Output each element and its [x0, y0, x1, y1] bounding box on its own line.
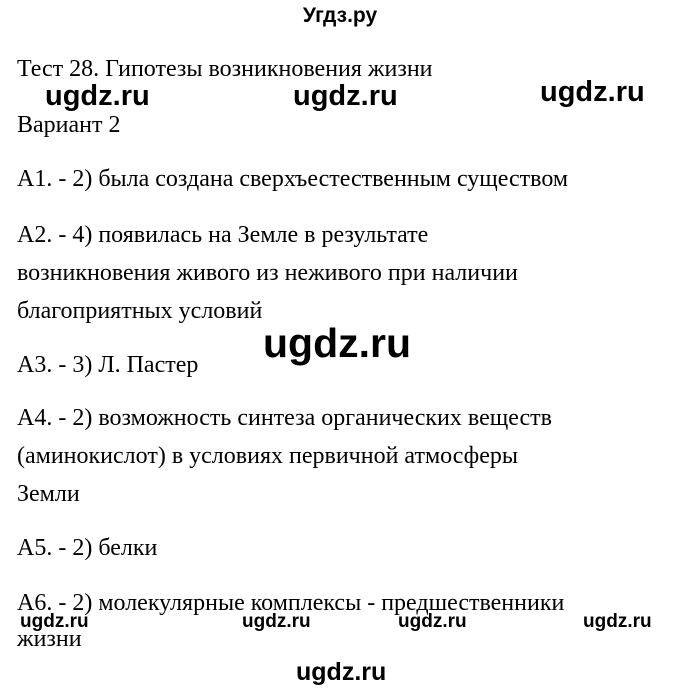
answer-a4-line-3: Земли	[17, 481, 80, 507]
answer-a4-line-2: (аминокислот) в условиях первичной атмосферы	[17, 443, 518, 469]
answer-a2-line-1: А2. - 4) появилась на Земле в результате	[17, 222, 429, 248]
answer-a2-line-3: благоприятных условий	[17, 298, 263, 324]
site-header: Угдз.ру	[302, 4, 378, 27]
watermark: ugdz.ru	[263, 320, 412, 366]
watermark: ugdz.ru	[242, 611, 311, 632]
watermark: ugdz.ru	[583, 611, 652, 632]
answer-a5-line-1: А5. - 2) белки	[17, 535, 158, 561]
answer-a4-line-1: А4. - 2) возможность синтеза органических веществ	[17, 405, 552, 431]
document-title: Тест 28. Гипотезы возникновения жизни	[17, 56, 433, 82]
watermark: ugdz.ru	[398, 611, 467, 632]
watermark: ugdz.ru	[45, 80, 150, 112]
answer-a6-line-2: жизни	[17, 626, 82, 652]
answer-a1-line-1: А1. - 2) была создана сверхъестественным существом	[17, 166, 569, 192]
answer-a6-line-1: А6. - 2) молекулярные комплексы - предшественники	[17, 590, 565, 616]
answer-a3-line-1: А3. - 3) Л. Пастер	[17, 352, 199, 378]
watermark: ugdz.ru	[293, 80, 398, 112]
watermark: ugdz.ru	[540, 76, 645, 108]
answer-a2-line-2: возникновения живого из неживого при наличии	[17, 260, 518, 286]
watermark: ugdz.ru	[296, 658, 387, 686]
variant-label: Вариант 2	[17, 112, 121, 138]
watermark: ugdz.ru	[20, 611, 89, 632]
